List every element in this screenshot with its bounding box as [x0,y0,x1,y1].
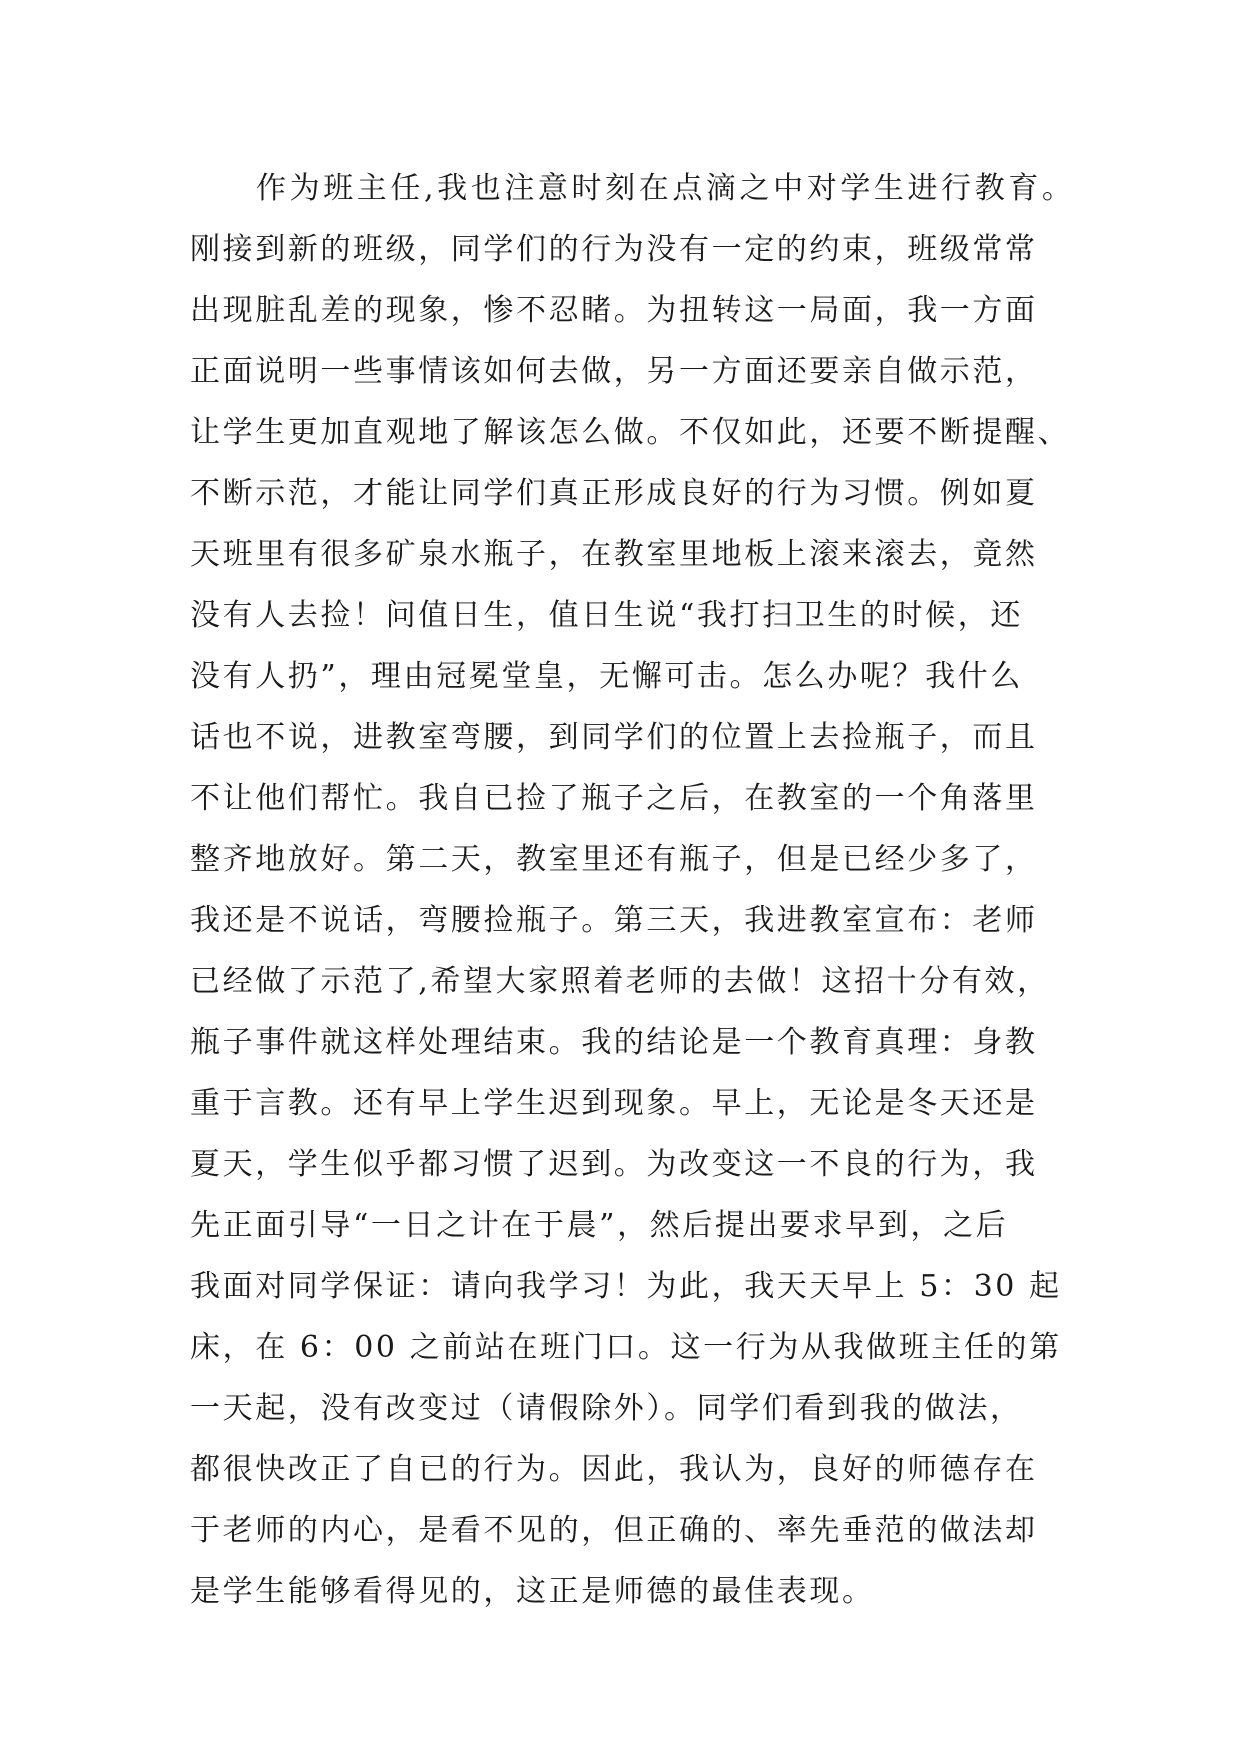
text-line: 先正面引导“一日之计在于晨”，然后提出要求早到，之后 [190,1208,1009,1243]
text-line: 一天起，没有改变过（请假除外）。同学们看到我的做法， [190,1391,1023,1426]
text-line: 没有人去捡！问值日生，值日生说“我打扫卫生的时候，还 [190,598,1023,633]
text-line: 不让他们帮忙。我自已捡了瓶子之后，在教室的一个角落里 [190,781,1038,816]
text-line: 我还是不说话，弯腰捡瓶子。第三天，我进教室宣布：老师 [190,903,1038,938]
text-line: 夏天，学生似乎都习惯了迟到。为改变这一不良的行为，我 [190,1147,1038,1182]
text-line: 让学生更加直观地了解该怎么做。不仅如此，还要不断提醒、 [190,415,1071,450]
text-line: 床，在 6：00 之前站在班门口。这一行为从我做班主任的第 [190,1330,1062,1365]
text-line: 刚接到新的班级，同学们的行为没有一定的约束，班级常常 [190,232,1038,267]
text-line: 已经做了示范了,希望大家照着老师的去做！这招十分有效， [190,964,1050,999]
text-line: 不断示范，才能让同学们真正形成良好的行为习惯。例如夏 [190,476,1038,511]
text-line: 我面对同学保证：请向我学习！为此，我天天早上 5：30 起 [190,1269,1062,1304]
text-line: 话也不说，进教室弯腰，到同学们的位置上去捡瓶子，而且 [190,720,1038,755]
text-line: 瓶子事件就这样处理结束。我的结论是一个教育真理：身教 [190,1025,1038,1060]
text-line: 天班里有很多矿泉水瓶子，在教室里地板上滚来滚去，竟然 [190,537,1038,572]
text-line: 都很快改正了自已的行为。因此，我认为，良好的师德存在 [190,1452,1038,1487]
text-line: 整齐地放好。第二天，教室里还有瓶子，但是已经少多了， [190,842,1038,877]
text-line: 没有人扔”，理由冠冕堂皇，无懈可击。怎么办呢？我什么 [190,659,1023,694]
text-line: 重于言教。还有早上学生迟到现象。早上，无论是冬天还是 [190,1086,1038,1121]
text-line: 出现脏乱差的现象，惨不忍睹。为扭转这一局面，我一方面 [190,293,1038,328]
text-line: 正面说明一些事情该如何去做，另一方面还要亲自做示范， [190,354,1038,389]
text-line: 于老师的内心，是看不见的，但正确的、率先垂范的做法却 [190,1513,1038,1548]
body-paragraph [190,158,1090,1622]
text-line: 是学生能够看得见的，这正是师德的最佳表现。 [190,1574,875,1609]
text-line: 作为班主任,我也注意时刻在点滴之中对学生进行教育。 [256,171,1076,206]
